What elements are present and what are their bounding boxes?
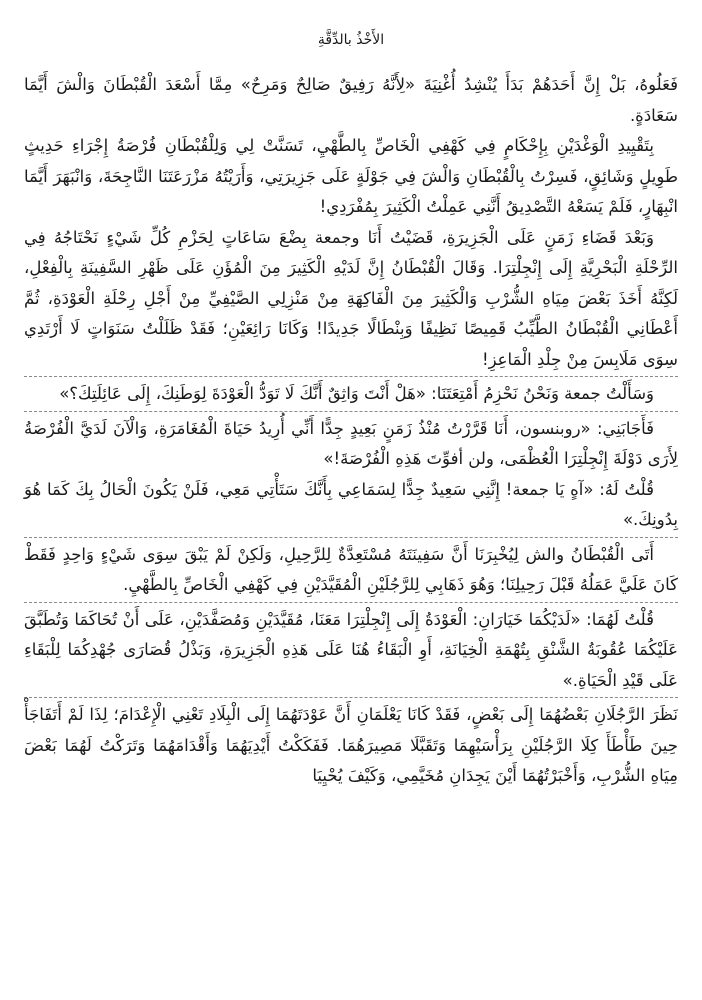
paragraph-divider	[24, 602, 678, 603]
paragraph: قُلْتُ لَهُمَا: «لَدَيْكُمَا خَيَارَانِ: الْعَوْدَةُ إِلَى إِنْجِلْتِرَا مَعَنَا، مُقَيَّدَيْنِ وَمُصَفَّدَيْنِ، عَلَى أَنْ تُحَاكَمَا وَتُطَبَّقَ عَلَيْكُمَا عُقُوبَةُ الشَّنْقِ بِتُهْمَةِ الْخِيَانَةِ، أَوِ الْبَقَاءُ هُنَا عَلَى هَذِهِ الْجَزِيرَةِ، وَبَذْلُ قُصَارَى جُهْدِكُمَا لِلْبَقَاءِ عَلَى قَيْدِ الْحَيَاةِ.»	[24, 609, 678, 690]
paragraph-divider	[24, 537, 678, 538]
body-text	[24, 70, 678, 792]
paragraph: وَسَأَلْتُ جمعة وَنَحْنُ نَحْزِمُ أَمْتِعَتَنَا: «هَلْ أَنْتَ وَاثِقٌ أَنَّكَ لَا تَوَدُّ الْعَوْدَةَ لِوَطَنِكَ، إِلَى عَائِلَتِكَ؟»	[59, 384, 654, 403]
paragraph: بِتَقْيِيدِ الْوَغْدَيْنِ بِإِحْكَامٍ فِي كَهْفِي الْخَاصِّ بِالطَّهْيِ، تَسَنَّتْ لِي وَلِلْقُبْطَانِ فُرْصَةُ إِجْرَاءِ حَدِيثٍ طَوِيلٍ وَشَائِقٍ، فَسِرْتُ بِالْقُبْطَانِ وَالْشَ فِي جَوْلَةٍ عَلَى جَزِيرَتِي، وَأَرَيْتُهُ مَزْرَعَتَنَا النَّاجِحَةَ، وَانْبَهَرَ أَيَّمَا انْبِهَارٍ، فَلَمْ يَسَعْهُ التَّصْدِيقُ أَنَّنِي عَمِلْتُ الْكَثِيرَ بِمُفْرَدِي!	[24, 136, 678, 216]
paragraph: فَأَجَابَنِي: «روبنسون، أَنَا قَرَّرْتُ مُنْذُ زَمَنٍ بَعِيدٍ جِدًّا أَنِّي أُرِيدُ حَيَاةَ الْمُغَامَرَةِ، وَالْآنَ لَدَيَّ الْفُرْصَةُ لِأَرَى دَوْلَةَ إِنْجِلْتِرَا الْعُظْمَى، ولن أفوِّتَ هَذِهِ الْفُرْصَةَ!»	[24, 418, 678, 468]
paragraph: فَعَلُوهُ، بَلْ إِنَّ أَحَدَهُمْ بَدَأَ يُنْشِدُ أُغْنِيَةَ «لِأَنَّهُ رَفِيقٌ صَالِحٌ وَمَرِحٌ» مِمَّا أَسْعَدَ الْقُبْطَانَ وَالْشَ أَيَّمَا سَعَادَةٍ.	[24, 75, 678, 125]
paragraph: أَتَى الْقُبْطَانُ والش لِيُخْبِرَنَا أَنَّ سَفِينَتَهُ مُسْتَعِدَّةٌ لِلرَّحِيلِ، وَلَكِنْ لَمْ يَبْقَ سِوَى شَيْءٍ وَاحِدٍ فَقَطْ كَانَ عَلَيَّ عَمَلُهُ قَبْلَ رَحِيلِنَا؛ وَهُوَ ذَهَابِي لِلرَّجُلَيْنِ الْمُقَيَّدَيْنِ فِي كَهْفِي الْخَاصِّ بِالطَّهْيِ.	[24, 544, 678, 594]
paragraph: وَبَعْدَ قَضَاءِ زَمَنٍ عَلَى الْجَزِيرَةِ، قَضَيْتُ أَنَا وجمعة بِضْعَ سَاعَاتٍ لِحَزْمِ كُلِّ شَيْءٍ نَحْتَاجُهُ فِي الرِّحْلَةِ الْبَحْرِيَّةِ إِلَى إِنْجِلْتِرَا. وَقَالَ الْقُبْطَانُ إِنَّ لَدَيْهِ الْكَثِيرَ مِنَ الْمُؤَنِ عَلَى ظَهْرِ السَّفِينَةِ بِالْفِعْلِ، لَكِنَّهُ أَخَذَ بَعْضَ مِيَاهِ الشُّرْبِ وَالْكَثِيرَ مِنَ الْفَاكِهَةِ مِنْ مَنْزِلِي الصَّيْفِيِّ مِنْ أَجْلِ رِحْلَةِ الْعَوْدَةِ، ثُمَّ أَعْطَانِي الْقُبْطَانُ الطَّيِّبُ قَمِيصًا نَظِيفًا وَبِنْطَالًا جَدِيدًا! وَكَانَا رَائِعَيْنِ؛ فَقَدْ ظَلَلْتُ سَنَوَاتٍ لَا أَرْتَدِي سِوَى مَلَابِسَ مِنْ جِلْدِ الْمَاعِزِ!	[24, 227, 678, 369]
paragraph-divider	[24, 697, 678, 698]
paragraph: نَظَرَ الرَّجُلَانِ بَعْضُهُمَا إِلَى بَعْضٍ، فَقَدْ كَانَا يَعْلَمَانِ أَنَّ عَوْدَتَهُمَا إِلَى الْبِلَادِ تَعْنِي الْإِعْدَامَ؛ لِذَا لَمْ أَتَفَاجَأْ حِينَ طَأْطَأَ كِلَا الرَّجُلَيْنِ بِرَأْسَيْهِمَا وَتَقَبَّلَا مَصِيرَهُمَا. فَفَكَكْتُ أَيْدِيَهُمَا وَأَقْدَامَهُمَا وَتَرَكْتُ لَهُمَا بَعْضَ مِيَاهِ الشُّرْبِ، وَأَخْبَرْتُهُمَا أَيْنَ يَجِدَانِ مُخَيَّمِي، وَكَيْفَ يُحْيِيَا	[24, 705, 678, 785]
paragraph: قُلْتُ لَهُ: «آهٍ يَا جمعة! إِنَّنِي سَعِيدٌ جِدًّا لِسَمَاعِي بِأَنَّكَ سَتَأْتِي مَعِي، فَلَنْ يَكُونَ الْحَالُ بِكَ كَمَا هُوَ بِدُونِكَ.»	[24, 479, 678, 529]
paragraph-divider	[24, 376, 678, 377]
running-header: الأَخْذُ بالدِّقَّةِ	[317, 32, 385, 48]
paragraph-divider	[24, 411, 678, 412]
